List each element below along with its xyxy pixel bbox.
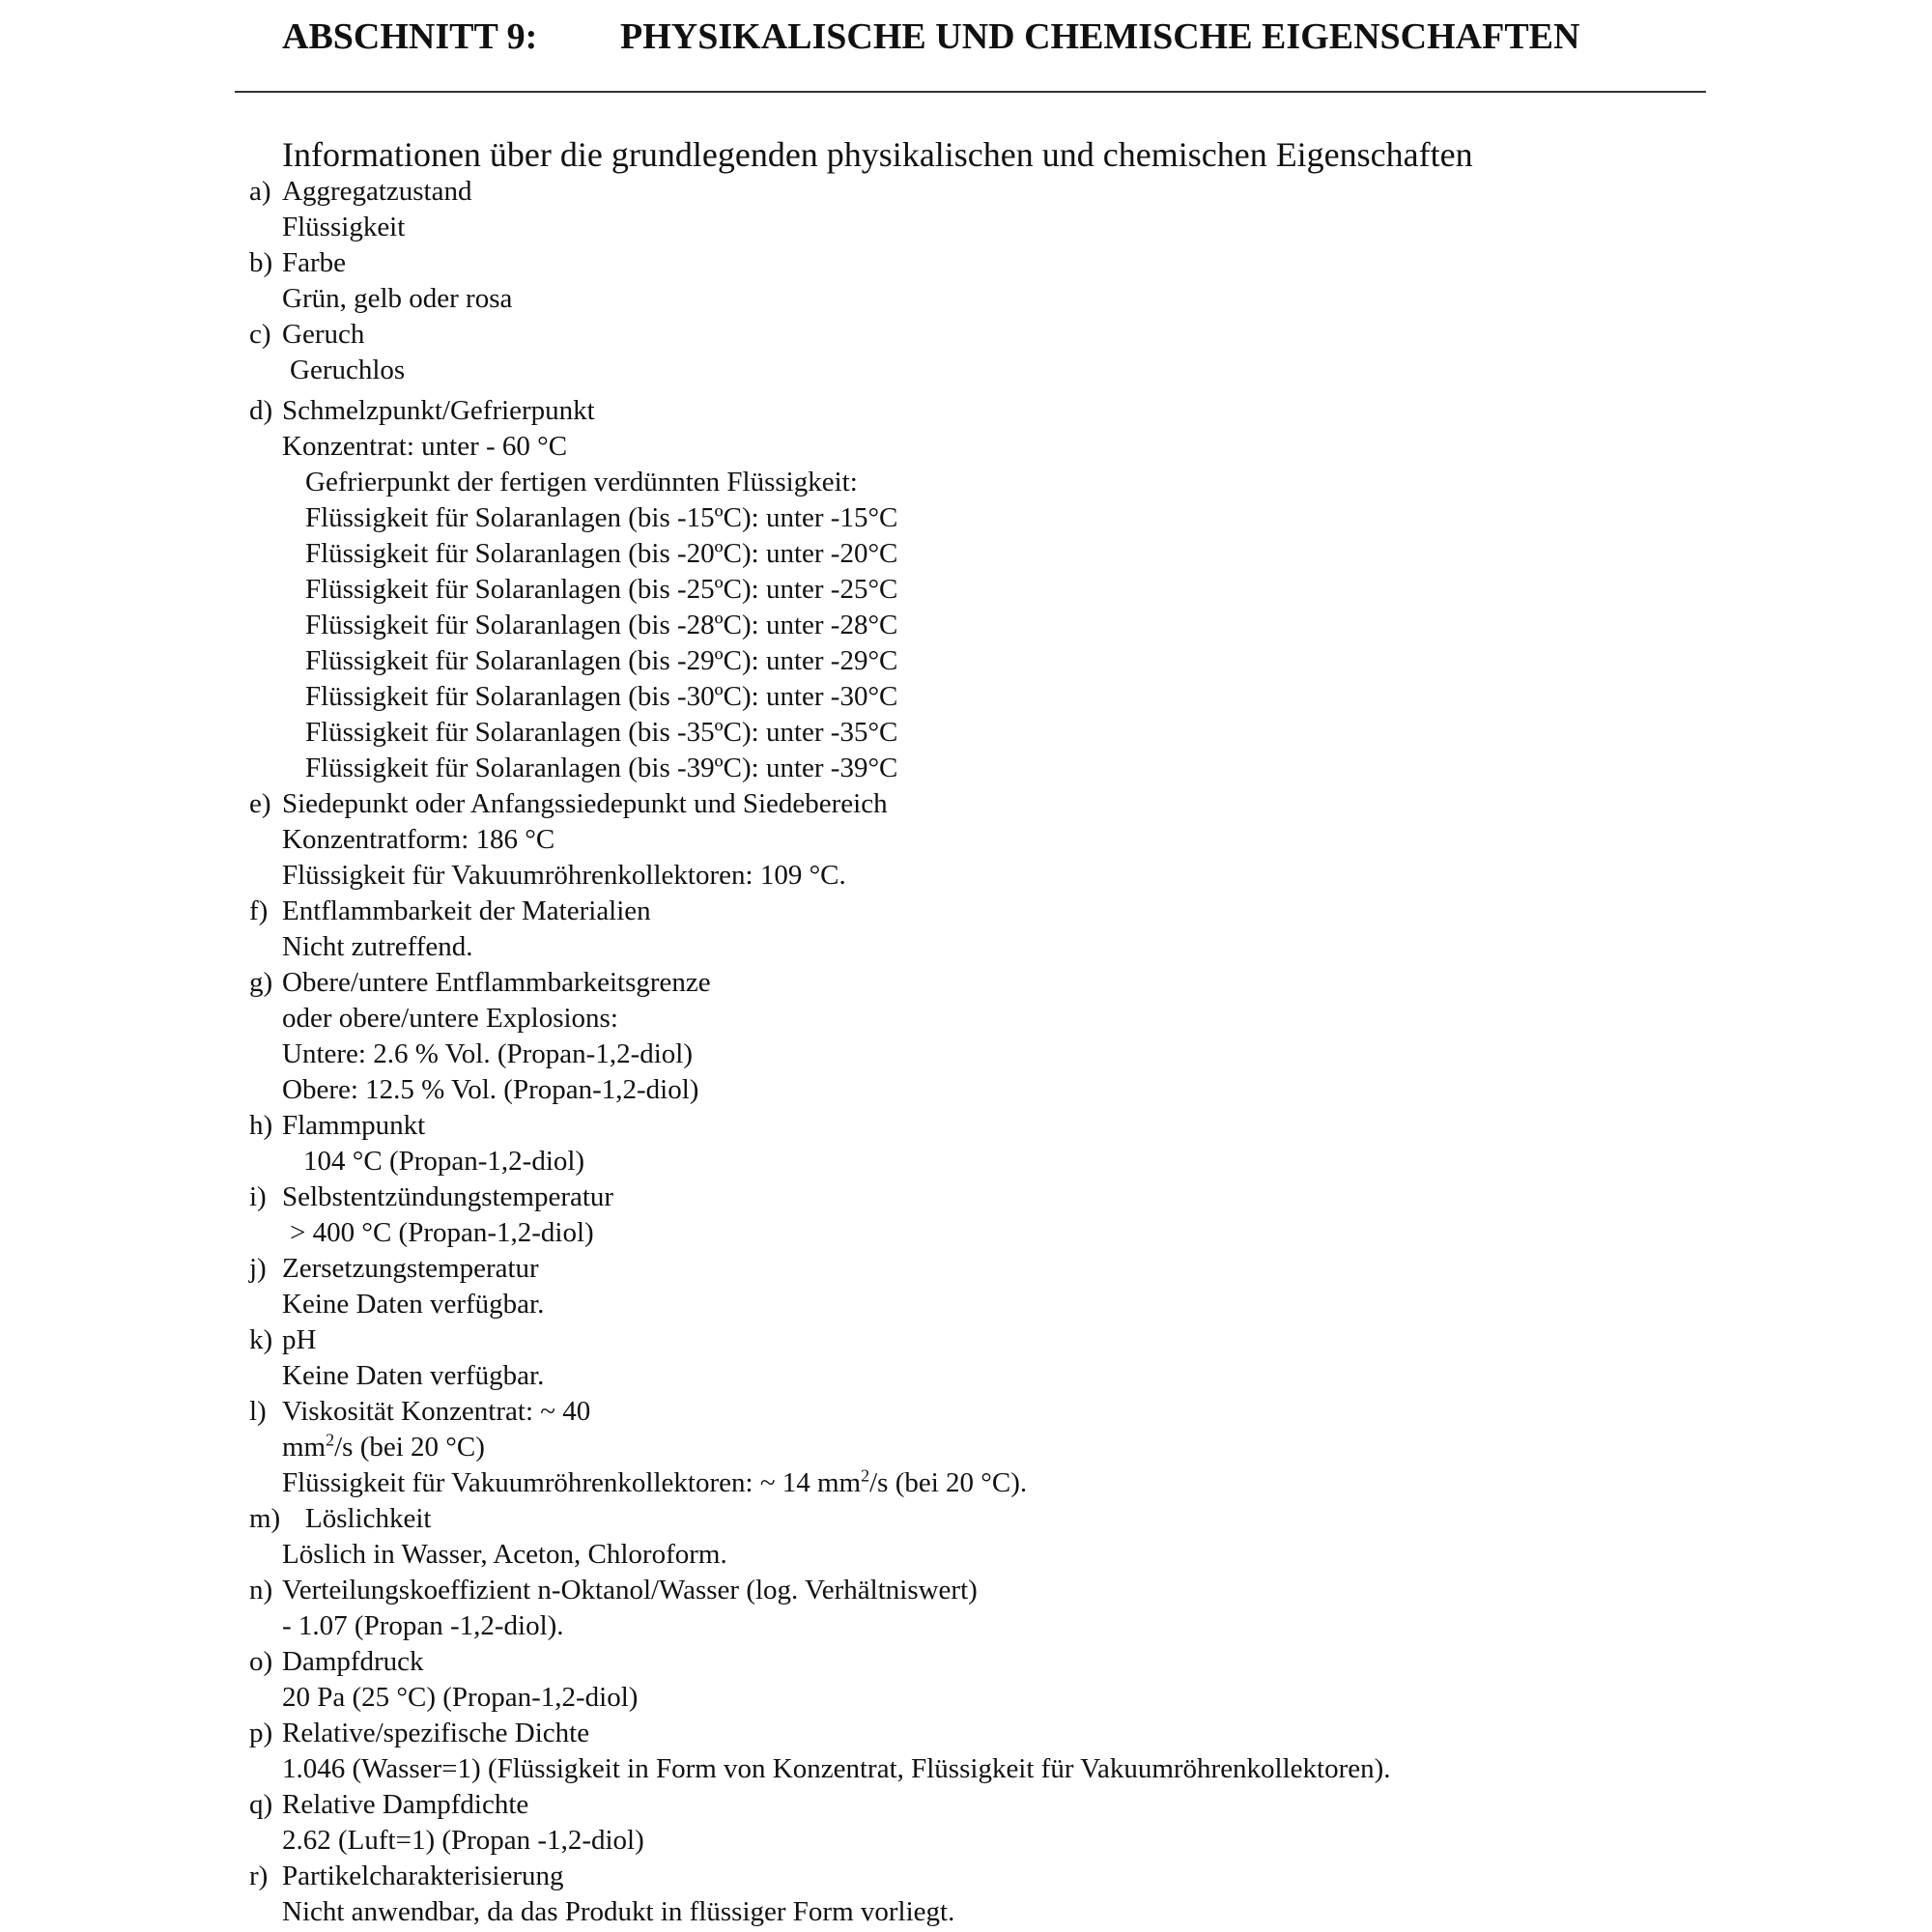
property-letter: l) <box>249 1396 267 1427</box>
property-value <box>249 1465 1891 1501</box>
property-letter: e) <box>249 788 271 819</box>
property-label: Farbe <box>282 247 347 278</box>
property-value: oder obere/untere Explosions: <box>282 1003 618 1034</box>
value-text: /s (bei 20 °C). <box>869 1467 1028 1498</box>
property-label: Löslichkeit <box>305 1503 432 1534</box>
property-label: Entflammbarkeit der Materialien <box>282 895 651 926</box>
property-value: 20 Pa (25 °C) (Propan-1,2-diol) <box>282 1682 639 1713</box>
property-letter: r) <box>249 1861 269 1891</box>
property-letter: m) <box>249 1503 281 1534</box>
property-h <box>249 1108 1891 1179</box>
property-k <box>249 1322 1891 1394</box>
property-value: 1.046 (Wasser=1) (Flüssigkeit in Form von Konzentrat, Flüssigkeit für Vakuumröhrenkollektoren). <box>282 1753 1391 1784</box>
superscript: 2 <box>861 1465 870 1486</box>
property-m <box>249 1501 1891 1573</box>
property-value: Flüssigkeit für Solaranlagen (bis -29ºC): unter -29°C <box>305 645 898 676</box>
property-letter: h) <box>249 1110 273 1141</box>
property-value: Keine Daten verfügbar. <box>282 1360 545 1391</box>
property-n <box>249 1573 1891 1644</box>
property-value: Flüssigkeit für Solaranlagen (bis -20ºC): unter -20°C <box>305 538 898 569</box>
property-value: Flüssigkeit für Solaranlagen (bis -30ºC): unter -30°C <box>305 681 898 712</box>
section-title: PHYSIKALISCHE UND CHEMISCHE EIGENSCHAFTEN <box>620 16 1580 57</box>
property-label: Flammpunkt <box>282 1110 426 1141</box>
property-value: Flüssigkeit für Solaranlagen (bis -28ºC): unter -28°C <box>305 610 898 640</box>
property-value: Flüssigkeit für Solaranlagen (bis -39ºC): unter -39°C <box>305 753 898 783</box>
property-o <box>249 1644 1891 1716</box>
property-value: > 400 °C (Propan-1,2-diol) <box>290 1217 594 1248</box>
header-divider <box>235 91 1706 93</box>
section-header <box>282 14 1579 60</box>
section-number: ABSCHNITT 9: <box>282 16 538 57</box>
property-label: Schmelzpunkt/Gefrierpunkt <box>282 395 595 426</box>
property-label: Selbstentzündungstemperatur <box>282 1181 614 1212</box>
property-label: Geruch <box>282 319 365 350</box>
property-label: Siedepunkt oder Anfangssiedepunkt und Siedebereich <box>282 788 888 819</box>
property-letter: g) <box>249 967 273 998</box>
property-e <box>249 786 1891 894</box>
property-q <box>249 1787 1891 1859</box>
property-letter: f) <box>249 895 269 926</box>
property-value: Gefrierpunkt der fertigen verdünnten Flüssigkeit: <box>305 467 858 497</box>
property-letter: a) <box>249 176 271 207</box>
property-value: Keine Daten verfügbar. <box>282 1289 545 1320</box>
property-l <box>249 1394 1891 1501</box>
property-letter: d) <box>249 395 273 426</box>
property-value: Flüssigkeit für Solaranlagen (bis -15ºC): unter -15°C <box>305 502 898 533</box>
property-label: Zersetzungstemperatur <box>282 1253 539 1284</box>
property-r <box>249 1859 1891 1930</box>
value-text: mm <box>282 1432 327 1463</box>
property-value: Nicht zutreffend. <box>282 931 473 962</box>
property-label: Relative/spezifische Dichte <box>282 1718 590 1748</box>
property-p <box>249 1716 1891 1787</box>
property-g <box>249 965 1891 1108</box>
property-letter: q) <box>249 1789 273 1820</box>
property-label: Verteilungskoeffizient n-Oktanol/Wasser (log. Verhältniswert) <box>282 1575 978 1605</box>
value-text: /s (bei 20 °C) <box>334 1432 485 1463</box>
property-value: Flüssigkeit für Solaranlagen (bis -25ºC): unter -25°C <box>305 574 898 605</box>
property-value: Geruchlos <box>290 355 406 385</box>
property-value: Flüssigkeit für Vakuumröhrenkollektoren: 109 °C. <box>282 860 846 891</box>
property-d <box>249 393 1891 786</box>
property-label: Relative Dampfdichte <box>282 1789 529 1820</box>
property-letter: j) <box>249 1253 267 1284</box>
property-value: Grün, gelb oder rosa <box>282 283 513 314</box>
property-value: Flüssigkeit <box>282 212 406 242</box>
property-label: pH <box>282 1324 317 1355</box>
property-label: Dampfdruck <box>282 1646 424 1677</box>
property-letter: b) <box>249 247 273 278</box>
property-value: Obere: 12.5 % Vol. (Propan-1,2-diol) <box>282 1074 699 1105</box>
property-value: Flüssigkeit für Solaranlagen (bis -35ºC): unter -35°C <box>305 717 898 748</box>
property-f <box>249 894 1891 965</box>
superscript: 2 <box>326 1430 335 1450</box>
property-letter: n) <box>249 1575 273 1605</box>
property-letter: i) <box>249 1181 267 1212</box>
property-label: Aggregatzustand <box>282 176 472 207</box>
property-value: 104 °C (Propan-1,2-diol) <box>303 1146 585 1177</box>
property-value: Nicht anwendbar, da das Produkt in flüssiger Form vorliegt. <box>282 1896 955 1927</box>
property-letter: o) <box>249 1646 273 1677</box>
property-value: 2.62 (Luft=1) (Propan -1,2-diol) <box>282 1825 644 1856</box>
property-a <box>249 174 1891 245</box>
value-text: Flüssigkeit für Vakuumröhrenkollektoren: ~ 14 mm <box>282 1467 862 1498</box>
property-value: Löslich in Wasser, Aceton, Chloroform. <box>282 1539 727 1570</box>
property-label: Partikelcharakterisierung <box>282 1861 564 1891</box>
property-label: Viskosität Konzentrat: ~ 40 <box>282 1396 591 1427</box>
property-value: Untere: 2.6 % Vol. (Propan-1,2-diol) <box>282 1038 694 1069</box>
property-value: - 1.07 (Propan -1,2-diol). <box>282 1610 564 1641</box>
property-j <box>249 1251 1891 1322</box>
property-list <box>249 174 1891 1930</box>
property-letter: k) <box>249 1324 273 1355</box>
intro-heading: Informationen über die grundlegenden physikalischen und chemischen Eigenschaften <box>282 135 1473 174</box>
property-letter: p) <box>249 1718 273 1748</box>
property-label: Obere/untere Entflammbarkeitsgrenze <box>282 967 711 998</box>
property-i <box>249 1179 1891 1251</box>
property-letter: c) <box>249 319 271 350</box>
property-b <box>249 245 1891 317</box>
property-value <box>249 1430 1891 1465</box>
property-c <box>249 317 1891 388</box>
property-value: Konzentrat: unter - 60 °C <box>282 431 568 462</box>
property-value: Konzentratform: 186 °C <box>282 824 555 855</box>
